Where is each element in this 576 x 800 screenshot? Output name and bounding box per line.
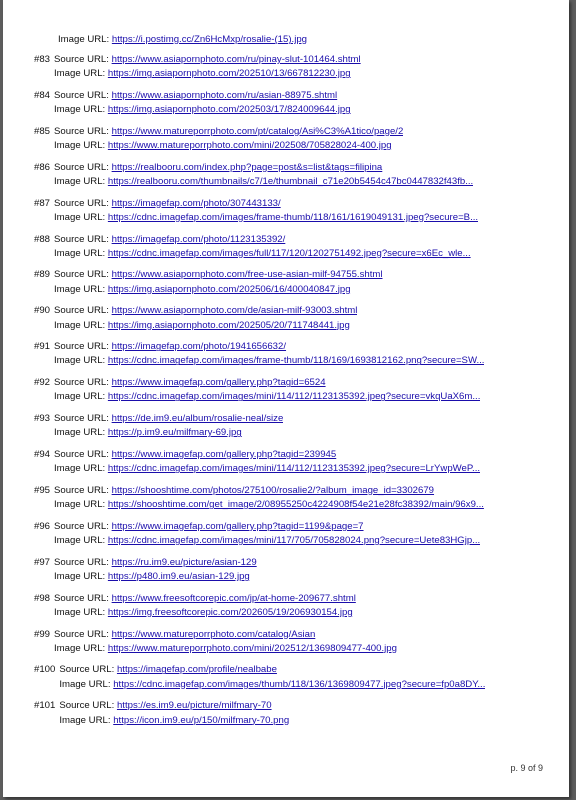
entry-urls [54, 412, 283, 440]
image-url-link[interactable]: https://img.asiapornphoto.com/202510/13/667812230.jpg [107, 68, 351, 80]
list-item [34, 448, 554, 476]
continued-entry [58, 33, 307, 47]
image-url-line [59, 714, 289, 728]
image-url-line [54, 283, 382, 297]
source-url-label: Source URL: [54, 125, 109, 137]
source-url-link[interactable]: https://realbooru.com/index.php?page=post&s=list&tags=filipina [111, 161, 383, 173]
image-url-link[interactable]: https://img.asiapornphoto.com/202503/17/824009644.jpg [107, 104, 351, 116]
image-url-line [54, 570, 257, 584]
image-url-line [54, 319, 357, 333]
entry-number: #99 [34, 628, 51, 640]
source-url-line [54, 340, 484, 354]
source-url-link[interactable]: https://es.im9.eu/picture/milfmary-70 [116, 700, 272, 712]
image-url-link[interactable]: https://p.im9.eu/milfmary-69.jpg [107, 427, 242, 439]
image-url-label: Image URL: [58, 34, 110, 45]
image-url-link[interactable]: https://www.matureporrphoto.com/mini/202512/1369809477-400.jpg [107, 642, 397, 654]
source-url-label: Source URL: [54, 54, 109, 65]
source-url-link[interactable]: https://www.asiapornphoto.com/de/asian-milf-93003.shtml [111, 305, 358, 317]
image-url-link[interactable]: https://cdnc.imagefap.com/images/mini/114/112/1123135392.jpeg?secure=vkqUaX6m... [107, 391, 481, 403]
image-url-label: Image URL: [54, 427, 106, 439]
image-url-link[interactable]: https://img.asiapornphoto.com/202506/16/400040847.jpg [107, 283, 351, 295]
image-url-link[interactable]: https://cdnc.imagefap.com/images/full/117/120/1202751492.jpeg?secure=x6Ec_wle... [107, 247, 471, 259]
image-url-line [54, 175, 473, 189]
image-url-link[interactable]: https://cdnc.imagefap.com/images/thumb/118/136/1369809477.jpeg?secure=fp0a8DY... [113, 678, 486, 690]
source-url-link[interactable]: https://imagefap.com/photo/1941656632/ [111, 341, 287, 353]
entry-urls [54, 448, 480, 476]
source-url-label: Source URL: [54, 89, 109, 101]
source-url-label: Source URL: [54, 413, 109, 425]
list-item [34, 161, 554, 189]
image-url-link[interactable]: https://cdnc.imagefap.com/images/frame-thumb/118/169/1693812162.png?secure=SW... [107, 355, 485, 367]
list-item [34, 484, 554, 512]
source-url-line [54, 161, 473, 175]
entry-urls [59, 663, 485, 691]
source-url-link[interactable]: https://www.freesoftcorepic.com/jp/at-home-209677.shtml [111, 592, 356, 604]
entry-number: #87 [34, 197, 51, 209]
entry-number: #86 [34, 161, 51, 173]
image-url-line [54, 498, 484, 512]
image-url-line [54, 426, 283, 440]
list-item [34, 699, 554, 727]
source-url-link[interactable]: https://www.matureporrphoto.com/pt/catalog/Asi%C3%A1tico/page/2 [111, 125, 404, 137]
image-url-label: Image URL: [54, 534, 106, 546]
source-url-link[interactable]: https://www.asiapornphoto.com/free-use-asian-milf-94755.shtml [111, 269, 383, 281]
image-url-link[interactable]: https://icon.im9.eu/p/150/milfmary-70.png [113, 714, 290, 726]
page-number: p. 9 of 9 [510, 763, 543, 773]
entry-urls [54, 556, 257, 584]
image-url-label: Image URL: [54, 104, 106, 116]
entry-number: #88 [34, 233, 51, 245]
entry-number: #98 [34, 592, 51, 604]
list-item [34, 268, 554, 296]
entry-number: #94 [34, 448, 51, 460]
list-item [34, 556, 554, 584]
entry-number: #95 [34, 484, 51, 496]
list-item [34, 340, 554, 368]
image-url-link[interactable]: https://p480.im9.eu/asian-129.jpg [107, 570, 250, 582]
image-url-label: Image URL: [54, 68, 106, 80]
image-url-link[interactable]: https://realbooru.com/thumbnails/c7/1e/thumbnail_c71e20b5454c47bc0447832f43fb... [107, 175, 474, 187]
entry-number: #91 [34, 341, 51, 353]
entry-number: #93 [34, 413, 51, 425]
entry-number: #92 [34, 377, 51, 389]
entry-urls [54, 520, 480, 548]
entry-number: #85 [34, 125, 51, 137]
source-url-link[interactable]: https://www.imagefap.com/gallery.php?tagid=239945 [111, 448, 337, 460]
list-item [34, 233, 554, 261]
image-url-line [54, 139, 403, 153]
entry-number: #101 [34, 700, 56, 712]
document-page [3, 0, 569, 797]
source-url-link[interactable]: https://imagefap.com/profile/nealbabe [116, 664, 277, 676]
entry-urls [59, 699, 289, 727]
source-url-label: Source URL: [54, 197, 109, 209]
image-url-link[interactable]: https://www.matureporrphoto.com/mini/202508/705828024-400.jpg [107, 140, 392, 152]
image-url-line [54, 211, 478, 225]
entry-urls [54, 197, 478, 225]
url-entry-list [34, 53, 554, 735]
image-url-link[interactable]: https://img.freesoftcorepic.com/202605/19/206930154.jpg [107, 606, 353, 618]
entry-urls [54, 484, 484, 512]
image-url-line [54, 390, 480, 404]
source-url-label: Source URL: [54, 161, 109, 173]
source-url-line [54, 125, 403, 139]
list-item [34, 663, 554, 691]
image-url-label: Image URL: [54, 463, 106, 475]
entry-urls [54, 628, 397, 656]
image-url-line [54, 606, 356, 620]
source-url-link[interactable]: https://www.imagefap.com/gallery.php?tagid=1199&page=7 [111, 520, 364, 532]
source-url-label: Source URL: [54, 484, 109, 496]
image-url-label: Image URL: [54, 642, 106, 654]
entry-urls [54, 592, 356, 620]
source-url-link[interactable]: https://imagefap.com/photo/1123135392/ [111, 233, 286, 245]
entry-urls [54, 340, 484, 368]
image-url-label: Image URL: [54, 391, 106, 403]
image-url-label: Image URL: [59, 678, 111, 690]
entry-urls [54, 125, 403, 153]
source-url-line [59, 663, 485, 677]
image-url-label: Image URL: [54, 175, 106, 187]
list-item [34, 376, 554, 404]
entry-number: #96 [34, 520, 51, 532]
source-url-link[interactable]: https://www.matureporrphoto.com/catalog/Asian [111, 628, 316, 640]
entry-number: #84 [34, 89, 51, 101]
source-url-line [54, 412, 283, 426]
source-url-label: Source URL: [59, 700, 115, 712]
list-item [34, 628, 554, 656]
entry-number: #90 [34, 305, 51, 317]
entry-urls [54, 268, 382, 296]
source-url-line [54, 556, 257, 570]
source-url-label: Source URL: [54, 520, 109, 532]
image-url-line [54, 103, 351, 117]
source-url-link[interactable]: https://ru.im9.eu/picture/asian-129 [111, 556, 257, 568]
source-url-line [54, 268, 382, 282]
source-url-link[interactable]: https://de.im9.eu/album/rosalie-neal/size [111, 413, 284, 425]
list-item [34, 304, 554, 332]
source-url-line [54, 628, 397, 642]
image-url-line [54, 642, 397, 656]
source-url-label: Source URL: [54, 233, 109, 245]
image-url-line [54, 534, 480, 548]
source-url-label: Source URL: [54, 269, 109, 281]
image-url-label: Image URL: [54, 319, 106, 331]
list-item [34, 197, 554, 225]
source-url-label: Source URL: [59, 664, 115, 676]
entry-urls [54, 376, 480, 404]
source-url-label: Source URL: [54, 305, 109, 317]
entry-number: #83 [34, 54, 51, 65]
entry-urls [54, 304, 357, 332]
image-url-link[interactable]: https://cdnc.imagefap.com/images/mini/117/705/705828024.png?secure=Uete83HGjp... [107, 534, 481, 546]
list-item [34, 53, 554, 81]
source-url-label: Source URL: [54, 377, 109, 389]
source-url-line [54, 520, 480, 534]
image-url-link[interactable]: https://i.postimg.cc/Zn6HcMxp/rosalie-(15).jpg [111, 34, 307, 45]
image-url-label: Image URL: [54, 140, 106, 152]
entry-urls [54, 53, 361, 81]
entry-number: #97 [34, 556, 51, 568]
source-url-link[interactable]: https://shooshtime.com/photos/275100/rosalie2/?album_image_id=3302679 [111, 484, 435, 496]
source-url-label: Source URL: [54, 628, 109, 640]
source-url-link[interactable]: https://imagefap.com/photo/307443133/ [111, 197, 281, 209]
image-url-line [59, 678, 485, 692]
source-url-line [54, 592, 356, 606]
list-item [34, 125, 554, 153]
entry-urls [54, 233, 471, 261]
source-url-line [54, 484, 484, 498]
image-url-label: Image URL: [54, 570, 106, 582]
list-item [34, 412, 554, 440]
image-url-line [54, 67, 361, 81]
entry-urls [54, 161, 473, 189]
source-url-line [54, 233, 471, 247]
list-item [34, 592, 554, 620]
source-url-line [54, 53, 361, 67]
entry-number: #89 [34, 269, 51, 281]
image-url-link[interactable]: https://img.asiapornphoto.com/202505/20/711748441.jpg [107, 319, 350, 331]
source-url-link[interactable]: https://www.asiapornphoto.com/ru/asian-88975.shtml [111, 89, 338, 101]
image-url-label: Image URL: [54, 606, 106, 618]
image-url-link[interactable]: https://cdnc.imagefap.com/images/frame-thumb/118/161/1619049131.jpeg?secure=B... [107, 211, 479, 223]
source-url-line [54, 304, 357, 318]
image-url-label: Image URL: [54, 247, 106, 259]
source-url-line [54, 89, 351, 103]
image-url-link[interactable]: https://cdnc.imagefap.com/images/mini/114/112/1123135392.jpeg?secure=LrYwpWeP... [107, 463, 481, 475]
image-url-label: Image URL: [54, 355, 106, 367]
list-item [34, 89, 554, 117]
image-url-label: Image URL: [59, 714, 111, 726]
image-url-label: Image URL: [54, 499, 106, 511]
source-url-label: Source URL: [54, 341, 109, 353]
source-url-label: Source URL: [54, 556, 109, 568]
list-item [34, 520, 554, 548]
source-url-link[interactable]: https://www.asiapornphoto.com/ru/pinay-slut-101464.shtml [111, 54, 361, 65]
entry-urls [54, 89, 351, 117]
image-url-line [54, 247, 471, 261]
image-url-label: Image URL: [54, 283, 106, 295]
source-url-label: Source URL: [54, 448, 109, 460]
source-url-line [54, 448, 480, 462]
source-url-link[interactable]: https://www.imagefap.com/gallery.php?tagid=6524 [111, 377, 326, 389]
image-url-line [54, 354, 484, 368]
image-url-label: Image URL: [54, 211, 106, 223]
image-url-line [54, 462, 480, 476]
source-url-line [59, 699, 289, 713]
source-url-line [54, 197, 478, 211]
source-url-label: Source URL: [54, 592, 109, 604]
entry-number: #100 [34, 664, 56, 676]
source-url-line [54, 376, 480, 390]
image-url-link[interactable]: https://shooshtime.com/get_image/2/08955250c4224908f54e21e28fc38392/main/96x9... [107, 499, 484, 511]
